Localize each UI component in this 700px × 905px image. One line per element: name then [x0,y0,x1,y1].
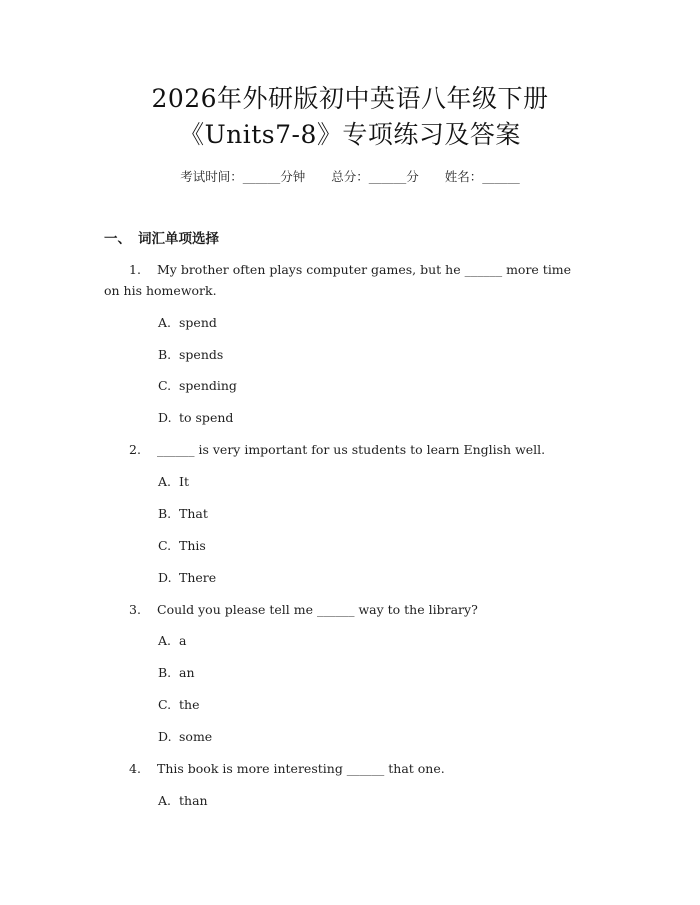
exam-name-label: 姓名：______ [444,169,520,184]
option-letter: B. [158,665,172,680]
option-text: to spend [179,410,234,425]
option-item [158,409,233,427]
exam-score-label: 总分：______分 [331,169,419,184]
option-letter: D. [158,729,172,744]
option-letter: D. [158,570,172,585]
option-item [158,664,195,682]
exam-time-label: 考试时间：______分钟 [180,169,306,184]
question-number: 3. [129,602,141,617]
question-text: This book is more interesting ______ that one. [157,761,445,776]
question-text: Could you please tell me ______ way to the library? [157,602,478,617]
option-letter: B. [158,347,172,362]
option-text: an [179,665,195,680]
option-item [158,473,189,491]
section-heading [104,230,219,248]
document-title-line2: 《Units7-8》专项练习及答案 [179,120,521,149]
option-text: There [179,570,217,585]
question-number: 1. [129,262,141,277]
option-text: That [179,506,208,521]
option-item [158,696,199,714]
option-letter: C. [158,697,172,712]
option-text: This [179,538,206,553]
option-letter: A. [158,633,172,648]
section-number: 一、 [104,231,131,247]
option-text: a [179,633,187,648]
option-item [158,346,223,364]
option-letter: A. [158,474,172,489]
option-item [158,314,217,332]
option-letter: A. [158,315,172,330]
option-letter: C. [158,538,172,553]
option-text: some [179,729,213,744]
option-letter: D. [158,410,172,425]
option-item [158,569,216,587]
question-number: 2. [129,442,141,457]
option-letter: C. [158,378,172,393]
option-letter: A. [158,793,172,808]
option-text: than [179,793,208,808]
option-item [158,728,212,746]
section-title: 词汇单项选择 [138,231,219,247]
option-item [158,377,237,395]
option-text: spends [179,347,224,362]
question-1-continuation: on his homework. [104,283,217,298]
question-text: My brother often plays computer games, but he ______ more time [157,262,572,277]
exam-meta-line [0,168,700,186]
option-item [158,505,208,523]
document-title-line1: 2026年外研版初中英语八年级下册 [151,84,549,113]
question-text: ______ is very important for us students to learn English well. [157,442,546,457]
option-text: spend [179,315,217,330]
option-letter: B. [158,506,172,521]
option-text: It [179,474,189,489]
option-item [158,792,208,810]
option-text: the [179,697,200,712]
option-item [158,632,186,650]
question-number: 4. [129,761,141,776]
option-item [158,537,206,555]
option-text: spending [179,378,237,393]
